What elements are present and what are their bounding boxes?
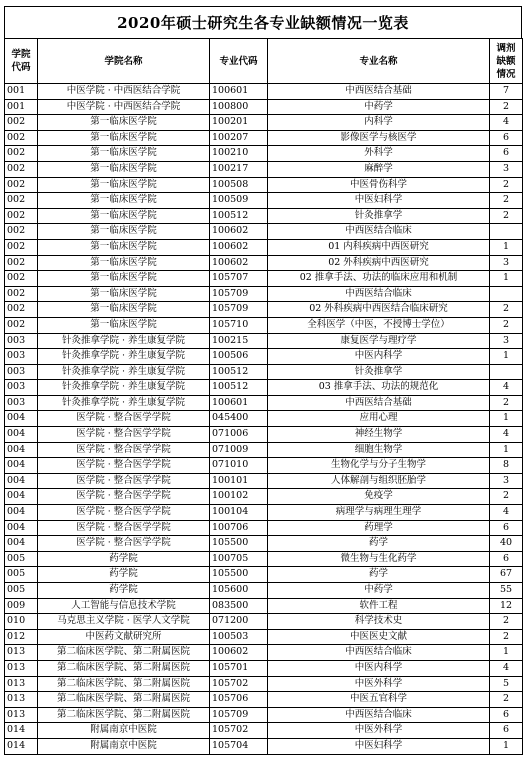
table-row — [5, 598, 523, 614]
major-name-cell: 中西医结合基础 — [268, 84, 490, 100]
table-row — [5, 660, 523, 676]
college-code-cell: 010 — [5, 614, 38, 630]
college-code-cell: 002 — [5, 208, 38, 224]
major-name-cell: 麻醉学 — [268, 161, 490, 177]
table-row — [5, 130, 523, 146]
college-code-cell: 001 — [5, 99, 38, 115]
college-name-cell: 第一临床医学院 — [38, 130, 210, 146]
vacancy-cell: 55 — [490, 583, 523, 599]
major-name-cell: 02 推拿手法、功法的临床应用和机制 — [268, 271, 490, 287]
college-code-cell: 014 — [5, 723, 38, 739]
vacancy-cell: 1 — [490, 442, 523, 458]
major-code-cell: 105600 — [210, 583, 268, 599]
table-row — [5, 442, 523, 458]
table-row — [5, 473, 523, 489]
college-code-cell: 002 — [5, 146, 38, 162]
major-name-cell: 中医内科学 — [268, 660, 490, 676]
major-name-cell: 全科医学（中医，不授博士学位） — [268, 317, 490, 333]
college-code-cell: 013 — [5, 692, 38, 708]
vacancy-cell: 1 — [490, 271, 523, 287]
table-row — [5, 707, 523, 723]
college-name-cell: 第一临床医学院 — [38, 146, 210, 162]
vacancy-cell — [490, 286, 523, 302]
major-name-cell: 病理学与病理生理学 — [268, 505, 490, 521]
college-name-cell: 医学院 · 整合医学学院 — [38, 520, 210, 536]
college-code-cell: 002 — [5, 177, 38, 193]
major-code-cell: 105704 — [210, 738, 268, 754]
vacancy-cell: 2 — [490, 395, 523, 411]
major-code-cell: 105701 — [210, 660, 268, 676]
college-code-cell: 013 — [5, 676, 38, 692]
table-row — [5, 738, 523, 754]
college-code-cell: 003 — [5, 333, 38, 349]
college-code-cell: 002 — [5, 317, 38, 333]
major-code-cell: 105709 — [210, 302, 268, 318]
college-name-cell: 药学院 — [38, 567, 210, 583]
vacancy-cell: 2 — [490, 177, 523, 193]
major-code-cell: 100602 — [210, 224, 268, 240]
college-code-cell: 004 — [5, 505, 38, 521]
college-name-cell: 针灸推拿学院 · 养生康复学院 — [38, 349, 210, 365]
table-row — [5, 177, 523, 193]
college-code-cell: 002 — [5, 239, 38, 255]
major-code-cell: 100601 — [210, 395, 268, 411]
major-name-cell: 人体解剖与组织胚胎学 — [268, 473, 490, 489]
college-name-cell: 第二临床医学院、第二附属医院 — [38, 692, 210, 708]
college-code-cell: 002 — [5, 161, 38, 177]
major-code-cell: 105709 — [210, 707, 268, 723]
major-name-cell: 针灸推拿学 — [268, 208, 490, 224]
major-code-cell: 105707 — [210, 271, 268, 287]
vacancy-cell: 1 — [490, 411, 523, 427]
table-row — [5, 364, 523, 380]
table-row — [5, 349, 523, 365]
vacancy-cell: 3 — [490, 161, 523, 177]
major-name-cell: 中西医结合临床 — [268, 645, 490, 661]
college-name-cell: 第一临床医学院 — [38, 239, 210, 255]
vacancy-table — [4, 38, 523, 755]
major-code-cell: 100104 — [210, 505, 268, 521]
vacancy-cell: 2 — [490, 614, 523, 630]
college-code-cell: 004 — [5, 489, 38, 505]
major-name-cell: 01 内科疾病中西医研究 — [268, 239, 490, 255]
major-code-cell: 071010 — [210, 458, 268, 474]
college-name-cell: 医学院 · 整合医学学院 — [38, 505, 210, 521]
major-code-cell: 100503 — [210, 629, 268, 645]
vacancy-cell: 6 — [490, 520, 523, 536]
major-code-cell: 105702 — [210, 676, 268, 692]
major-code-cell: 100512 — [210, 208, 268, 224]
college-code-cell: 002 — [5, 130, 38, 146]
table-row — [5, 629, 523, 645]
major-name-cell: 软件工程 — [268, 598, 490, 614]
college-name-cell: 第一临床医学院 — [38, 208, 210, 224]
college-code-cell: 014 — [5, 738, 38, 754]
vacancy-cell: 6 — [490, 130, 523, 146]
major-name-cell: 中医外科学 — [268, 676, 490, 692]
major-code-cell: 083500 — [210, 598, 268, 614]
major-name-cell: 中西医结合临床 — [268, 224, 490, 240]
college-name-cell: 医学院 · 整合医学学院 — [38, 411, 210, 427]
table-row — [5, 583, 523, 599]
college-name-cell: 第二临床医学院、第二附属医院 — [38, 707, 210, 723]
major-code-cell: 100706 — [210, 520, 268, 536]
major-name-cell: 中西医结合临床 — [268, 286, 490, 302]
header-major-code: 专业代码 — [210, 39, 268, 84]
major-code-cell: 100512 — [210, 364, 268, 380]
college-name-cell: 中医学院 · 中西医结合学院 — [38, 99, 210, 115]
major-code-cell: 045400 — [210, 411, 268, 427]
vacancy-cell: 2 — [490, 629, 523, 645]
vacancy-cell: 6 — [490, 723, 523, 739]
vacancy-cell: 4 — [490, 505, 523, 521]
table-row — [5, 520, 523, 536]
major-code-cell: 100705 — [210, 551, 268, 567]
college-code-cell: 013 — [5, 660, 38, 676]
vacancy-cell: 7 — [490, 84, 523, 100]
table-row — [5, 239, 523, 255]
vacancy-cell: 1 — [490, 738, 523, 754]
major-name-cell: 中医妇科学 — [268, 193, 490, 209]
college-name-cell: 针灸推拿学院 · 养生康复学院 — [38, 380, 210, 396]
major-code-cell: 100602 — [210, 239, 268, 255]
major-name-cell: 内科学 — [268, 115, 490, 131]
major-code-cell: 100602 — [210, 255, 268, 271]
college-code-cell: 004 — [5, 411, 38, 427]
major-name-cell: 中医五官科学 — [268, 692, 490, 708]
college-name-cell: 医学院 · 整合医学学院 — [38, 536, 210, 552]
major-code-cell: 071006 — [210, 427, 268, 443]
table-row — [5, 115, 523, 131]
college-code-cell: 004 — [5, 458, 38, 474]
major-name-cell: 免疫学 — [268, 489, 490, 505]
college-name-cell: 第一临床医学院 — [38, 177, 210, 193]
college-name-cell: 药学院 — [38, 583, 210, 599]
major-name-cell: 中西医结合临床 — [268, 707, 490, 723]
table-row — [5, 489, 523, 505]
college-name-cell: 第一临床医学院 — [38, 317, 210, 333]
vacancy-cell: 4 — [490, 660, 523, 676]
college-code-cell: 002 — [5, 302, 38, 318]
college-name-cell: 马克思主义学院 · 医学人文学院 — [38, 614, 210, 630]
college-name-cell: 针灸推拿学院 · 养生康复学院 — [38, 364, 210, 380]
major-name-cell: 中医骨伤科学 — [268, 177, 490, 193]
table-row — [5, 317, 523, 333]
college-code-cell: 001 — [5, 84, 38, 100]
major-code-cell: 071200 — [210, 614, 268, 630]
major-code-cell: 100210 — [210, 146, 268, 162]
vacancy-cell: 12 — [490, 598, 523, 614]
college-name-cell: 医学院 · 整合医学学院 — [38, 458, 210, 474]
vacancy-cell: 4 — [490, 115, 523, 131]
major-code-cell: 105702 — [210, 723, 268, 739]
table-row — [5, 458, 523, 474]
college-code-cell: 002 — [5, 224, 38, 240]
major-name-cell: 影像医学与核医学 — [268, 130, 490, 146]
table-row — [5, 193, 523, 209]
major-code-cell: 100508 — [210, 177, 268, 193]
college-name-cell: 医学院 · 整合医学学院 — [38, 427, 210, 443]
college-name-cell: 中医学院 · 中西医结合学院 — [38, 84, 210, 100]
vacancy-cell: 6 — [490, 707, 523, 723]
table-row — [5, 333, 523, 349]
table-row — [5, 427, 523, 443]
header-college-name: 学院名称 — [38, 39, 210, 84]
major-code-cell: 105500 — [210, 536, 268, 552]
college-name-cell: 第一临床医学院 — [38, 255, 210, 271]
major-name-cell: 中西医结合基础 — [268, 395, 490, 411]
table-row — [5, 676, 523, 692]
page-title: 2020年硕士研究生各专业缺额情况一览表 — [117, 14, 409, 32]
college-name-cell: 第一临床医学院 — [38, 286, 210, 302]
vacancy-cell: 3 — [490, 255, 523, 271]
vacancy-cell: 3 — [490, 473, 523, 489]
major-name-cell: 药学 — [268, 536, 490, 552]
college-name-cell: 医学院 · 整合医学学院 — [38, 442, 210, 458]
major-name-cell: 应用心理 — [268, 411, 490, 427]
college-name-cell: 第二临床医学院、第二附属医院 — [38, 645, 210, 661]
table-row — [5, 723, 523, 739]
major-name-cell: 生物化学与分子生物学 — [268, 458, 490, 474]
table-row — [5, 536, 523, 552]
vacancy-cell: 8 — [490, 458, 523, 474]
major-name-cell: 中医外科学 — [268, 723, 490, 739]
table-row — [5, 302, 523, 318]
vacancy-cell: 2 — [490, 489, 523, 505]
college-name-cell: 第二临床医学院、第二附属医院 — [38, 660, 210, 676]
table-row — [5, 692, 523, 708]
major-code-cell: 100602 — [210, 645, 268, 661]
college-code-cell: 005 — [5, 583, 38, 599]
college-code-cell: 002 — [5, 193, 38, 209]
major-name-cell: 中药学 — [268, 99, 490, 115]
major-name-cell: 针灸推拿学 — [268, 364, 490, 380]
table-row — [5, 411, 523, 427]
college-name-cell: 第一临床医学院 — [38, 302, 210, 318]
college-name-cell: 附属南京中医院 — [38, 738, 210, 754]
major-name-cell: 神经生物学 — [268, 427, 490, 443]
college-name-cell: 人工智能与信息技术学院 — [38, 598, 210, 614]
vacancy-cell: 40 — [490, 536, 523, 552]
major-code-cell: 100506 — [210, 349, 268, 365]
college-name-cell: 第一临床医学院 — [38, 115, 210, 131]
table-row — [5, 271, 523, 287]
table-row — [5, 567, 523, 583]
college-code-cell: 004 — [5, 520, 38, 536]
college-name-cell: 医学院 · 整合医学学院 — [38, 489, 210, 505]
table-row — [5, 286, 523, 302]
major-name-cell: 微生物与生化药学 — [268, 551, 490, 567]
vacancy-cell: 1 — [490, 349, 523, 365]
major-name-cell: 中医内科学 — [268, 349, 490, 365]
college-code-cell: 013 — [5, 707, 38, 723]
major-code-cell: 100101 — [210, 473, 268, 489]
header-row — [5, 39, 523, 84]
college-code-cell: 002 — [5, 255, 38, 271]
college-code-cell: 002 — [5, 271, 38, 287]
college-code-cell: 005 — [5, 551, 38, 567]
major-code-cell: 105706 — [210, 692, 268, 708]
header-college-code: 学院代码 — [5, 39, 38, 84]
college-code-cell: 003 — [5, 349, 38, 365]
table-row — [5, 84, 523, 100]
college-code-cell: 003 — [5, 395, 38, 411]
major-code-cell: 105710 — [210, 317, 268, 333]
college-name-cell: 第一临床医学院 — [38, 224, 210, 240]
college-name-cell: 第一临床医学院 — [38, 193, 210, 209]
college-code-cell: 004 — [5, 473, 38, 489]
major-name-cell: 02 外科疾病中西医结合临床研究 — [268, 302, 490, 318]
major-code-cell: 100207 — [210, 130, 268, 146]
college-name-cell: 药学院 — [38, 551, 210, 567]
major-name-cell: 中医妇科学 — [268, 738, 490, 754]
college-name-cell: 第一临床医学院 — [38, 161, 210, 177]
title-box — [4, 6, 522, 38]
major-name-cell: 药学 — [268, 567, 490, 583]
vacancy-cell: 1 — [490, 645, 523, 661]
major-code-cell: 100509 — [210, 193, 268, 209]
table-row — [5, 380, 523, 396]
college-code-cell: 003 — [5, 380, 38, 396]
major-name-cell: 科学技术史 — [268, 614, 490, 630]
table-row — [5, 99, 523, 115]
college-name-cell: 针灸推拿学院 · 养生康复学院 — [38, 395, 210, 411]
vacancy-cell: 2 — [490, 193, 523, 209]
table-row — [5, 255, 523, 271]
major-name-cell: 细胞生物学 — [268, 442, 490, 458]
major-name-cell: 药理学 — [268, 520, 490, 536]
vacancy-cell: 4 — [490, 380, 523, 396]
college-name-cell: 附属南京中医院 — [38, 723, 210, 739]
major-name-cell: 中药学 — [268, 583, 490, 599]
college-code-cell: 013 — [5, 645, 38, 661]
college-code-cell: 004 — [5, 427, 38, 443]
major-name-cell: 03 推拿手法、功法的规范化 — [268, 380, 490, 396]
table-body — [5, 84, 523, 755]
table-row — [5, 614, 523, 630]
table-row — [5, 551, 523, 567]
major-code-cell: 100201 — [210, 115, 268, 131]
vacancy-cell: 4 — [490, 427, 523, 443]
college-code-cell: 005 — [5, 567, 38, 583]
college-code-cell: 003 — [5, 364, 38, 380]
vacancy-cell — [490, 224, 523, 240]
major-code-cell: 100800 — [210, 99, 268, 115]
major-name-cell: 康复医学与理疗学 — [268, 333, 490, 349]
vacancy-cell: 3 — [490, 333, 523, 349]
vacancy-cell: 1 — [490, 239, 523, 255]
college-code-cell: 009 — [5, 598, 38, 614]
major-code-cell: 100512 — [210, 380, 268, 396]
college-code-cell: 002 — [5, 115, 38, 131]
vacancy-cell: 67 — [490, 567, 523, 583]
header-major-name: 专业名称 — [268, 39, 490, 84]
vacancy-cell: 2 — [490, 692, 523, 708]
vacancy-cell: 6 — [490, 551, 523, 567]
vacancy-cell: 2 — [490, 302, 523, 318]
college-code-cell: 004 — [5, 442, 38, 458]
major-code-cell: 105709 — [210, 286, 268, 302]
major-name-cell: 02 外科疾病中西医研究 — [268, 255, 490, 271]
table-row — [5, 224, 523, 240]
table-row — [5, 505, 523, 521]
vacancy-cell: 2 — [490, 317, 523, 333]
vacancy-cell: 5 — [490, 676, 523, 692]
college-code-cell: 002 — [5, 286, 38, 302]
major-code-cell: 071009 — [210, 442, 268, 458]
major-code-cell: 100215 — [210, 333, 268, 349]
table-row — [5, 395, 523, 411]
college-code-cell: 012 — [5, 629, 38, 645]
table-row — [5, 161, 523, 177]
vacancy-cell — [490, 364, 523, 380]
college-name-cell: 中医药文献研究所 — [38, 629, 210, 645]
major-name-cell: 中医医史文献 — [268, 629, 490, 645]
major-name-cell: 外科学 — [268, 146, 490, 162]
table-row — [5, 146, 523, 162]
college-name-cell: 针灸推拿学院 · 养生康复学院 — [38, 333, 210, 349]
table-row — [5, 645, 523, 661]
table-row — [5, 208, 523, 224]
college-code-cell: 004 — [5, 536, 38, 552]
college-name-cell: 第二临床医学院、第二附属医院 — [38, 676, 210, 692]
major-code-cell: 100601 — [210, 84, 268, 100]
major-code-cell: 105500 — [210, 567, 268, 583]
vacancy-cell: 2 — [490, 208, 523, 224]
vacancy-cell: 2 — [490, 99, 523, 115]
major-code-cell: 100102 — [210, 489, 268, 505]
header-vacancy: 调剂缺额情况 — [490, 39, 523, 84]
vacancy-cell: 6 — [490, 146, 523, 162]
college-name-cell: 医学院 · 整合医学学院 — [38, 473, 210, 489]
major-code-cell: 100217 — [210, 161, 268, 177]
college-name-cell: 第一临床医学院 — [38, 271, 210, 287]
